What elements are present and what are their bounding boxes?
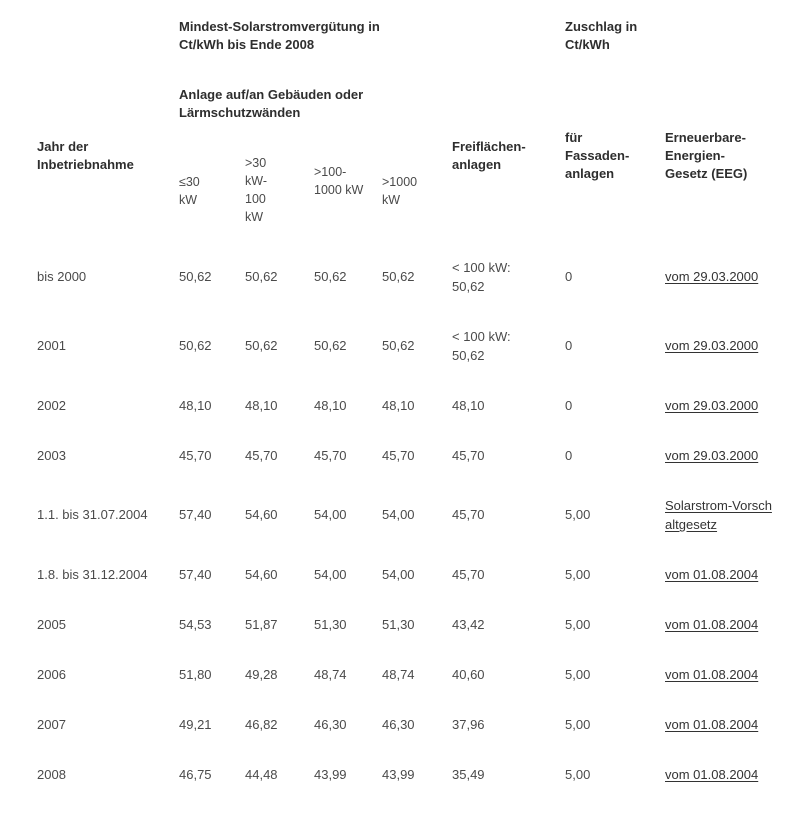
cell-size-30-100: 46,82: [245, 717, 278, 732]
cell-size-30-100: 50,62: [245, 338, 278, 353]
cell-size-100-1000: 45,70: [314, 448, 347, 463]
cell-size-1000: 54,00: [382, 567, 415, 582]
group-header-mindest: Mindest-Solarstromvergütung in Ct/kWh bis Ende 2008: [179, 19, 380, 52]
eeg-link[interactable]: vom 01.08.2004: [665, 617, 759, 632]
cell-freiflaechen: 45,70: [452, 507, 485, 522]
cell-size-100-1000: 48,10: [314, 398, 347, 413]
cell-year: 2003: [37, 448, 66, 463]
cell-size-100-1000: 50,62: [314, 269, 347, 284]
cell-year: 2007: [37, 717, 66, 732]
eeg-link[interactable]: vom 01.08.2004: [665, 667, 759, 682]
cell-size-1000: 51,30: [382, 617, 415, 632]
eeg-link[interactable]: vom 29.03.2000: [665, 338, 759, 353]
cell-zuschlag: 5,00: [565, 567, 591, 582]
cell-year: 2005: [37, 617, 66, 632]
cell-size-30: 57,40: [179, 507, 212, 522]
column-header-size-1000: >1000 kW: [382, 175, 418, 207]
cell-size-30: 54,53: [179, 617, 212, 632]
cell-size-100-1000: 54,00: [314, 507, 347, 522]
column-header-size-100-1000: >100-1000 kW: [314, 165, 364, 197]
cell-size-1000: 45,70: [382, 448, 415, 463]
cell-size-30: 57,40: [179, 567, 212, 582]
cell-size-1000: 43,99: [382, 767, 415, 782]
cell-zuschlag: 0: [565, 398, 573, 413]
subgroup-header-gebaeude: Anlage auf/an Gebäuden oder Lärmschutzwänden: [179, 87, 364, 120]
cell-year: bis 2000: [37, 269, 87, 284]
cell-size-30: 46,75: [179, 767, 212, 782]
cell-size-100-1000: 50,62: [314, 338, 347, 353]
eeg-link[interactable]: Solarstrom-Vorschaltgesetz: [665, 498, 772, 532]
cell-size-30-100: 48,10: [245, 398, 278, 413]
cell-size-100-1000: 46,30: [314, 717, 347, 732]
cell-size-1000: 46,30: [382, 717, 415, 732]
cell-size-1000: 54,00: [382, 507, 415, 522]
cell-freiflaechen: 40,60: [452, 667, 485, 682]
eeg-link[interactable]: vom 29.03.2000: [665, 398, 759, 413]
cell-size-1000: 50,62: [382, 269, 415, 284]
cell-size-30: 45,70: [179, 448, 212, 463]
cell-size-30-100: 49,28: [245, 667, 278, 682]
cell-year: 1.1. bis 31.07.2004: [37, 507, 148, 522]
cell-freiflaechen: 43,42: [452, 617, 485, 632]
cell-zuschlag: 0: [565, 338, 573, 353]
cell-size-100-1000: 48,74: [314, 667, 347, 682]
cell-year: 2001: [37, 338, 66, 353]
column-header-eeg: Erneuerbare-Energien-Gesetz (EEG): [665, 130, 748, 181]
cell-size-100-1000: 43,99: [314, 767, 347, 782]
cell-year: 1.8. bis 31.12.2004: [37, 567, 148, 582]
column-header-size-30-100: >30 kW-100 kW: [245, 156, 267, 224]
eeg-link[interactable]: vom 01.08.2004: [665, 567, 759, 582]
cell-freiflaechen: < 100 kW: 50,62: [452, 260, 511, 294]
cell-size-30-100: 54,60: [245, 567, 278, 582]
cell-size-30-100: 50,62: [245, 269, 278, 284]
cell-zuschlag: 5,00: [565, 667, 591, 682]
group-header-zuschlag: Zuschlag in Ct/kWh: [565, 19, 638, 52]
cell-freiflaechen: 45,70: [452, 448, 485, 463]
cell-freiflaechen: 35,49: [452, 767, 485, 782]
cell-size-30: 51,80: [179, 667, 212, 682]
cell-zuschlag: 5,00: [565, 717, 591, 732]
cell-size-1000: 50,62: [382, 338, 415, 353]
cell-size-30-100: 54,60: [245, 507, 278, 522]
cell-year: 2008: [37, 767, 66, 782]
cell-zuschlag: 5,00: [565, 507, 591, 522]
cell-zuschlag: 5,00: [565, 767, 591, 782]
eeg-link[interactable]: vom 29.03.2000: [665, 448, 759, 463]
cell-size-1000: 48,10: [382, 398, 415, 413]
eeg-link[interactable]: vom 29.03.2000: [665, 269, 759, 284]
column-header-freiflaechen: Freiflächen-anlagen: [452, 139, 526, 172]
cell-size-30: 49,21: [179, 717, 212, 732]
column-header-fassaden: für Fassaden-anlagen: [565, 130, 630, 181]
cell-freiflaechen: < 100 kW: 50,62: [452, 329, 511, 363]
cell-size-30: 50,62: [179, 269, 212, 284]
cell-size-30-100: 44,48: [245, 767, 278, 782]
cell-freiflaechen: 45,70: [452, 567, 485, 582]
cell-freiflaechen: 48,10: [452, 398, 485, 413]
cell-zuschlag: 0: [565, 448, 573, 463]
cell-zuschlag: 5,00: [565, 617, 591, 632]
cell-zuschlag: 0: [565, 269, 573, 284]
eeg-link[interactable]: vom 01.08.2004: [665, 767, 759, 782]
cell-size-30: 48,10: [179, 398, 212, 413]
cell-size-100-1000: 51,30: [314, 617, 347, 632]
column-header-year: Jahr der Inbetriebnahme: [37, 139, 134, 172]
cell-freiflaechen: 37,96: [452, 717, 485, 732]
column-header-size-30: ≤30 kW: [179, 175, 200, 207]
cell-size-100-1000: 54,00: [314, 567, 347, 582]
cell-year: 2006: [37, 667, 66, 682]
cell-size-30-100: 51,87: [245, 617, 278, 632]
cell-size-1000: 48,74: [382, 667, 415, 682]
cell-size-30: 50,62: [179, 338, 212, 353]
cell-year: 2002: [37, 398, 66, 413]
cell-size-30-100: 45,70: [245, 448, 278, 463]
eeg-link[interactable]: vom 01.08.2004: [665, 717, 759, 732]
